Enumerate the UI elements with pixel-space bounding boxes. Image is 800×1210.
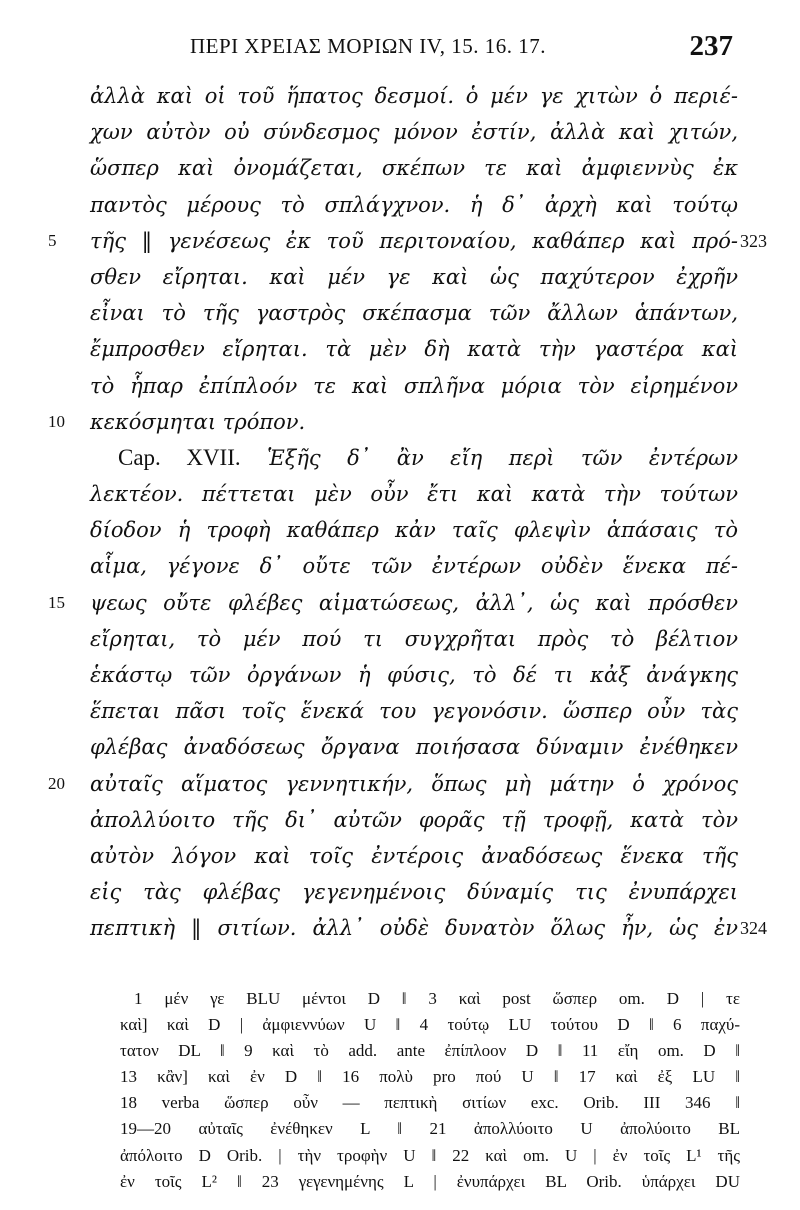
line-text: τῆς ‖ γενέσεως ἐκ τοῦ περιτοναίου, καθάπερ καὶ πρό- — [90, 228, 738, 253]
running-title: ΠΕΡΙ ΧΡΕΙΑΣ ΜΟΡΙΩΝ IV, 15. 16. 17. — [190, 34, 546, 58]
line-text: αὐτὸν λόγον καὶ τοῖς ἐντέροις ἀναδόσεως ἕνεκα τῆς — [90, 843, 738, 868]
text-line — [0, 295, 800, 331]
text-line — [0, 910, 800, 946]
text-line — [0, 331, 800, 367]
text-line — [0, 838, 800, 874]
line-text: κεκόσμηται τρόπον. — [90, 409, 306, 434]
text-line — [0, 621, 800, 657]
line-text: σθεν εἴρηται. καὶ μέν γε καὶ ὡς παχύτερον ἐχρῆν — [90, 264, 738, 289]
line-text: τὸ ἧπαρ ἐπίπλοόν τε καὶ σπλῆνα μόρια τὸν εἰρημένον — [90, 373, 738, 398]
footnote-line: 19—20 αὐταῖς ἐνέθηκεν L ‖ 21 ἀπολλύοιτο U ἀπολύοιτο BL — [120, 1119, 740, 1139]
line-text — [90, 440, 738, 476]
line-text: ὥσπερ καὶ ὀνομάζεται, σκέπων τε καὶ ἀμφιεννὺς ἐκ — [90, 156, 738, 181]
line-text-content: Ἑξῆς δ᾽ ἂν εἴη περὶ τῶν ἐντέρων — [267, 445, 738, 470]
text-line — [0, 150, 800, 186]
text-line — [0, 187, 800, 223]
line-text: ψεως οὔτε φλέβες αἱματώσεως, ἀλλ᾽, ὡς καὶ πρόσθεν — [90, 590, 738, 615]
text-line — [0, 476, 800, 512]
text-line — [0, 259, 800, 295]
line-text: εἰς τὰς φλέβας γεγενημένοις δύναμίς τις ἐνυπάρχει — [90, 880, 738, 905]
line-text: πεπτικὴ ‖ σιτίων. ἀλλ᾽ οὐδὲ δυνατὸν ὅλως ἦν, ὡς ἐν — [90, 916, 738, 941]
line-number: 10 — [48, 411, 65, 431]
text-line — [0, 512, 800, 548]
line-number: 5 — [48, 230, 57, 250]
line-text: αἷμα, γέγονε δ᾽ οὔτε τῶν ἐντέρων οὐδὲν ἕνεκα πέ- — [90, 554, 738, 579]
line-text: δίοδον ἡ τροφὴ καθάπερ κἀν ταῖς φλεψὶν ἁπάσαις τὸ — [90, 518, 738, 543]
line-text: ἀλλὰ καὶ οἱ τοῦ ἥπατος δεσμοί. ὁ μέν γε χιτὼν ὁ περιέ- — [90, 84, 738, 108]
text-line — [0, 766, 800, 802]
line-text: ἔμπροσθεν εἴρηται. τὰ μὲν δὴ κατὰ τὴν γαστέρα καὶ — [90, 337, 738, 362]
critical-apparatus — [120, 986, 740, 1195]
text-line — [0, 874, 800, 910]
margin-page-reference: 323 — [740, 230, 767, 251]
text-line — [0, 78, 800, 114]
footnote-line: καὶ] καὶ D | ἀμφιεννύων U ‖ 4 τούτῳ LU τούτου D ‖ 6 παχύ- — [120, 1015, 740, 1035]
footnote-line: τατον DL ‖ 9 καὶ τὸ add. ante ἐπίπλοον D ‖ 11 εἴη om. D ‖ — [120, 1041, 740, 1061]
footnote-line: 13 κἂν] καὶ ἐν D ‖ 16 πολὺ pro πού U ‖ 17 καὶ ἐξ LU ‖ — [120, 1067, 740, 1087]
text-line — [0, 223, 800, 259]
text-line — [0, 657, 800, 693]
line-text: λεκτέον. πέττεται μὲν οὖν ἔτι καὶ κατὰ τὴν τούτων — [90, 482, 738, 507]
text-line — [0, 368, 800, 404]
text-line — [0, 693, 800, 729]
running-header — [190, 30, 750, 68]
line-text: αὐταῖς αἵματος γεννητικήν, ὅπως μὴ μάτην ὁ χρόνος — [90, 771, 738, 796]
line-text: ἑκάστῳ τῶν ὀργάνων ἡ φύσις, τὸ δέ τι κἀξ ἀνάγκης — [90, 663, 738, 687]
text-line — [0, 440, 800, 476]
footnote-line: ἀπόλοιτο D Orib. | τὴν τροφὴν U ‖ 22 καὶ om. U | ἐν τοῖς L¹ τῆς — [120, 1145, 740, 1165]
text-line — [0, 548, 800, 584]
line-text: παντὸς μέρους τὸ σπλάγχνον. ἡ δ᾽ ἀρχὴ καὶ τούτῳ — [90, 192, 738, 217]
footnote-line: 1 μέν γε BLU μέντοι D ‖ 3 καὶ post ὥσπερ om. D | τε — [134, 989, 740, 1008]
footnote-line: ἐν τοῖς L² ‖ 23 γεγενημένης L | ἐνυπάρχει BL Orib. ὑπάρχει DU — [120, 1171, 740, 1191]
line-text: φλέβας ἀναδόσεως ὄργανα ποιήσασα δύναμιν ἐνέθηκεν — [90, 735, 738, 760]
text-line — [0, 114, 800, 150]
line-text: χων αὐτὸν οὐ σύνδεσμος μόνον ἐστίν, ἀλλὰ καὶ χιτών, — [90, 120, 738, 145]
chapter-heading: Cap. XVII. — [118, 444, 241, 470]
text-line — [0, 585, 800, 621]
line-number: 20 — [48, 773, 65, 793]
text-line — [0, 404, 800, 440]
line-text: εἶναι τὸ τῆς γαστρὸς σκέπασμα τῶν ἄλλων ἁπάντων, — [90, 301, 738, 326]
text-line — [0, 802, 800, 838]
line-text: ἀπολλύοιτο τῆς δι᾽ αὐτῶν φορᾶς τῇ τροφῇ, κατὰ τὸν — [90, 807, 738, 832]
line-text: εἴρηται, τὸ μέν πού τι συγχρῆται πρὸς τὸ βέλτιον — [90, 626, 738, 651]
margin-page-reference: 324 — [740, 918, 767, 939]
footnote-line: 18 verba ὥσπερ οὖν — πεπτικὴ σιτίων exc. Orib. III 346 ‖ — [120, 1093, 740, 1113]
line-text: ἕπεται πᾶσι τοῖς ἕνεκά του γεγονόσιν. ὥσπερ οὖν τὰς — [90, 699, 738, 724]
line-number: 15 — [48, 592, 65, 612]
page-number: 237 — [689, 30, 733, 62]
text-line — [0, 729, 800, 765]
main-text — [0, 78, 800, 947]
